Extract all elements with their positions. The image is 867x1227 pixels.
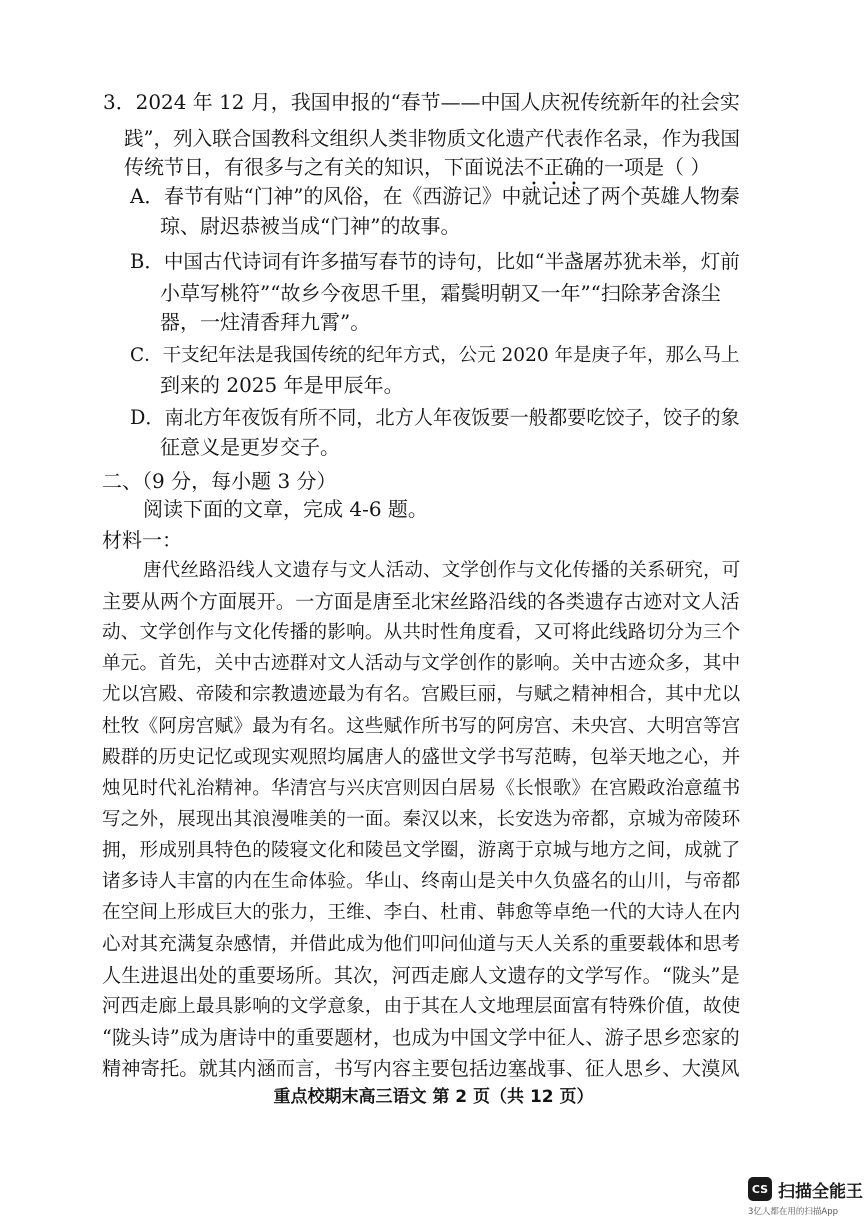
question-3-line-2: 践”，列入联合国教科文组织人类非物质文化遗产代表作名录，作为我国 bbox=[124, 127, 740, 150]
passage-line: 人生进退出处的重要场所。其次，河西走廊人文遗存的文学写作。“陇头”是 bbox=[102, 964, 740, 987]
passage-line: 精神寄托。就其内涵而言，书写内容主要包括边塞战事、征人思乡、大漠风 bbox=[102, 1057, 740, 1080]
material-1-label: 材料一： bbox=[102, 528, 182, 552]
scanner-logo-icon: CS bbox=[748, 1177, 772, 1201]
passage-line: 主要从两个方面展开。一方面是唐至北宋丝路沿线的各类遗存古迹对文人活 bbox=[102, 590, 740, 613]
passage-line: 诸多诗人丰富的内在生命体验。华山、终南山是关中久负盛名的山川，与帝都 bbox=[102, 871, 741, 892]
section-2-title: 二、（9 分，每小题 3 分） bbox=[102, 469, 337, 493]
option-d-line-1: D．南北方年夜饭有所不同，北方人年夜饭要一般都要吃饺子，饺子的象 bbox=[130, 406, 740, 429]
emphasis-not-correct: 不正确 bbox=[524, 155, 584, 179]
page-footer: 重点校期末高三语文 第 2 页（共 12 页） bbox=[273, 1087, 594, 1107]
passage-line: 单元。首先，关中古迹群对文人活动与文学创作的影响。关中古迹众多，其中 bbox=[102, 653, 741, 674]
option-c-line-2: 到来的 2025 年是甲辰年。 bbox=[160, 373, 404, 397]
passage-line: 杜牧《阿房宫赋》最为有名。这些赋作所书写的阿房宫、未央宫、大明宫等宫 bbox=[102, 716, 741, 737]
section-2-instruction: 阅读下面的文章，完成 4-6 题。 bbox=[143, 497, 428, 521]
passage-line: 河西走廊上最具影响的文学意象，由于其在人文地理层面富有特殊价值，故使 bbox=[102, 996, 741, 1017]
question-3-stem-end: 的一项是（ ） bbox=[584, 155, 711, 179]
question-3-stem: 传统节日，有很多与之有关的知识，下面说法 bbox=[124, 155, 524, 179]
option-a-line-1: A．春节有贴“门神”的风俗，在《西游记》中就记述了两个英雄人物秦 bbox=[130, 185, 740, 208]
scanner-brand: 扫描全能王 bbox=[778, 1182, 863, 1202]
passage-line: 心对其充满复杂感情，并借此成为他们叩问仙道与天人关系的重要载体和思考 bbox=[102, 934, 741, 955]
passage-line: 烛见时代礼治精神。华清宫与兴庆宫则因白居易《长恨歌》在宫殿政治意蕴书 bbox=[102, 778, 741, 799]
passage-line: 唐代丝路沿线人文遗存与文人活动、文学创作与文化传播的关系研究，可 bbox=[143, 560, 741, 581]
option-b-line-2: 小草写桃符”“故乡今夜思千里，霜鬓明朝又一年”“扫除茅舍涤尘 bbox=[160, 281, 721, 305]
passage-line: 在空间上形成巨大的张力，王维、李白、杜甫、韩愈等卓绝一代的大诗人在内 bbox=[102, 902, 741, 923]
passage-line: 殿群的历史记忆或现实观照均属唐人的盛世文学书写范畴，包举天地之心，并 bbox=[102, 747, 741, 768]
option-d-line-2: 征意义是更岁交子。 bbox=[160, 435, 340, 459]
passage-line: 写之外，展现出其浪漫唯美的一面。秦汉以来，长安迭为帝都，京城为帝陵环 bbox=[102, 809, 741, 830]
passage-line: 拥，形成别具特色的陵寝文化和陵邑文学圈，游离于京城与地方之间，成就了 bbox=[102, 840, 741, 861]
option-b-line-1: B．中国古代诗词有许多描写春节的诗句，比如“半盏屠苏犹未举，灯前 bbox=[130, 250, 740, 273]
option-a-line-2: 琼、尉迟恭被当成“门神”的故事。 bbox=[160, 214, 461, 238]
passage-line: 尤以宫殿、帝陵和宗教遗迹最为有名。宫殿巨丽，与赋之精神相合，其中尤以 bbox=[102, 684, 741, 705]
passage-line: 动、文学创作与文化传播的影响。从共时性角度看，又可将此线路切分为三个 bbox=[102, 622, 741, 643]
passage-line: “陇头诗”成为唐诗中的重要题材，也成为中国文学中征人、游子思乡恋家的 bbox=[102, 1026, 740, 1049]
scanner-tagline: 3亿人都在用的扫描App bbox=[748, 1207, 839, 1217]
option-b-line-3: 器，一炷清香拜九霄”。 bbox=[160, 310, 371, 334]
scanner-watermark bbox=[748, 1175, 863, 1221]
question-3-line-1: 3．2024 年 12 月，我国申报的“春节——中国人庆祝传统新年的社会实 bbox=[103, 90, 740, 114]
option-c-line-1: C．干支纪年法是我国传统的纪年方式，公元 2020 年是庚子年，那么马上 bbox=[130, 345, 740, 366]
